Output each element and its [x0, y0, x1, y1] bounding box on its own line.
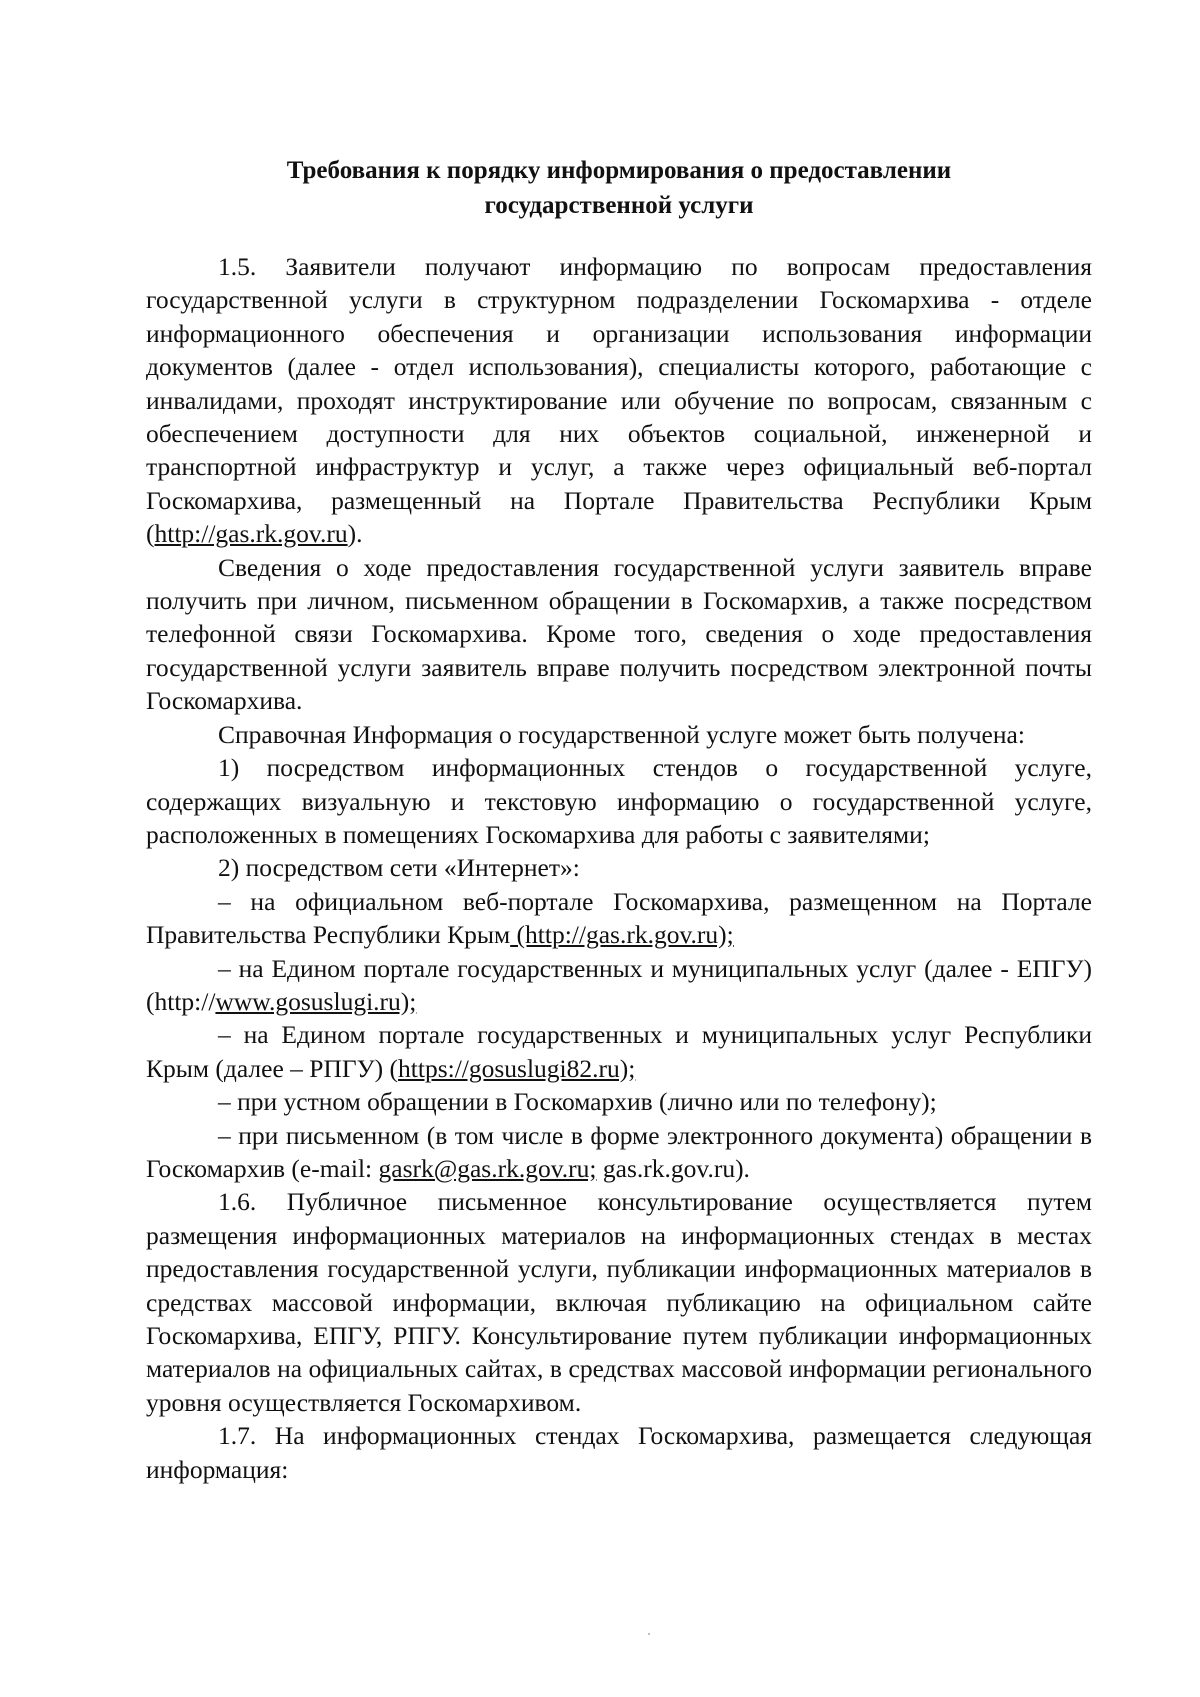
document-title [146, 153, 1092, 223]
list-item-stands: 1) посредством информационных стендов о государственной услуге, содержащих визуальную и текстовую информацию о государственной услуге, расположенных в помещениях Госкомархива для работы с заявителями; [146, 753, 1092, 849]
paragraph-1-6: 1.6. Публичное письменное консультирование осуществляется путем размещения информационных материалов на информационных стендах в местах предоставления государственной услуги, публикации информационных материалов в средствах массовой информации, включая публикацию на официальном сайте Госкомархива, ЕПГУ, РПГУ. Консультирование путем публикации информационных материалов на официальных сайтах, в средствах массовой информации регионального уровня осуществляется Госкомархивом. [146, 1187, 1092, 1417]
paragraph-1-5: 1.5. Заявители получают информацию по вопросам предоставления государственной услуги в структурном подразделении Госкомархива - отделе информационного обеспечения и организации использования информации документов (далее - отдел использования), специалисты которого, работающие с инвалидами, проходят инструктирование или обучение по вопросам, связанным с обеспечением доступности для них объектов социальной, инженерной и транспортной инфраструктур и услуг, а также через официальный веб-портал Госкомархива, размещенный на Портале Правительства Республики Крым (http://gas.rk.gov.ru). [146, 252, 1092, 549]
gas-portal-link-2[interactable]: (http://gas.rk.gov.ru); [510, 920, 734, 950]
paragraph-reference-info: Справочная Информация о государственной услуге может быть получена: [218, 719, 1025, 749]
gosuslugi-link[interactable]: www.gosuslugi.ru); [215, 986, 417, 1016]
title-line-2: государственной услуги [484, 192, 754, 219]
paragraph-status-info: Сведения о ходе предоставления государственной услуги заявитель вправе получить при личном, письменном обращении в Госкомархив, а также посредством телефонной связи Госкомархива. Кроме того, сведения о ходе предоставления государственной услуги заявитель вправе получить посредством электронной почты Госкомархива. [146, 552, 1092, 716]
list-item-epgu: – на Едином портале государственных и муниципальных услуг (далее - ЕПГУ) (http://www.gosuslugi.ru); [146, 953, 1092, 1016]
list-item-rpgu: – на Едином портале государственных и муниципальных услуг Республики Крым (далее – РПГУ) (https://gosuslugi82.ru); [146, 1020, 1092, 1083]
list-item-internet: 2) посредством сети «Интернет»: [218, 853, 580, 883]
paragraph-1-7: 1.7. На информационных стендах Госкомархива, размещается следующая информация: [146, 1421, 1092, 1484]
document-body [146, 250, 1092, 1486]
gosuslugi82-link[interactable]: https://gosuslugi82.ru); [398, 1053, 636, 1083]
list-item-oral: – при устном обращении в Госкомархив (лично или по телефону); [218, 1087, 937, 1117]
list-item-written: – при письменном (в том числе в форме электронного документа) обращении в Госкомархив (e-mail: gasrk@gas.rk.gov.ru; gas.rk.gov.ru). [146, 1120, 1092, 1183]
gas-portal-link[interactable]: http://gas.rk.gov.ru [154, 519, 348, 549]
scan-speck [648, 1633, 650, 1635]
list-item-gas-portal: – на официальном веб-портале Госкомархива, размещенном на Портале Правительства Республики Крым (http://gas.rk.gov.ru); [146, 886, 1092, 950]
title-line-1: Требования к порядку информирования о предоставлении [286, 157, 952, 184]
email-link[interactable]: gasrk@gas.rk.gov.ru; [378, 1153, 597, 1183]
